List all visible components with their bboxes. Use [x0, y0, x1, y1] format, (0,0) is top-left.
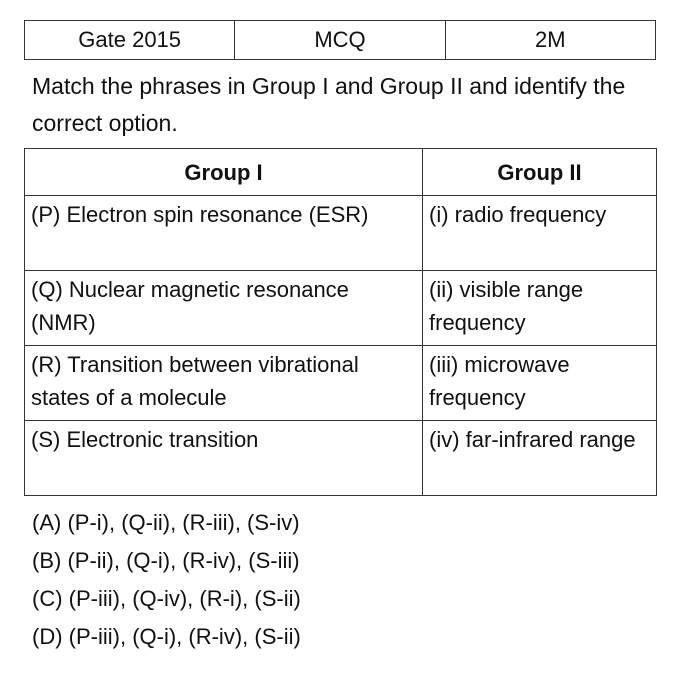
- group-two-cell: (ii) visible range frequency: [423, 271, 657, 346]
- group-one-header: Group I: [25, 149, 423, 196]
- option-a: (A) (P-i), (Q-ii), (R-iii), (S-iv): [32, 510, 300, 535]
- group-one-cell: (R) Transition between vibrational states of a molecule: [25, 346, 423, 421]
- group-two-cell: (i) radio frequency: [423, 196, 657, 271]
- table-row: [25, 196, 657, 271]
- group-two-cell: (iv) far-infrared range: [423, 421, 657, 496]
- group-two-cell: (iii) microwave frequency: [423, 346, 657, 421]
- question-type: MCQ: [235, 21, 445, 60]
- table-row: [25, 346, 657, 421]
- question-header: [24, 20, 656, 60]
- answer-options: [32, 504, 301, 656]
- match-table: [24, 148, 657, 496]
- group-two-header: Group II: [423, 149, 657, 196]
- header-row: [25, 21, 656, 60]
- exam-name: Gate 2015: [25, 21, 235, 60]
- group-one-cell: (P) Electron spin resonance (ESR): [25, 196, 423, 271]
- table-row: [25, 271, 657, 346]
- option-d: (D) (P-iii), (Q-i), (R-iv), (S-ii): [32, 624, 301, 649]
- option-c: (C) (P-iii), (Q-iv), (R-i), (S-ii): [32, 586, 301, 611]
- option-b: (B) (P-ii), (Q-i), (R-iv), (S-iii): [32, 548, 300, 573]
- question-text: Match the phrases in Group I and Group II and identify the correct option.: [32, 73, 626, 136]
- match-table-header-row: [25, 149, 657, 196]
- question-marks: 2M: [445, 21, 655, 60]
- table-row: [25, 421, 657, 496]
- group-one-cell: (S) Electronic transition: [25, 421, 423, 496]
- group-one-cell: (Q) Nuclear magnetic resonance (NMR): [25, 271, 423, 346]
